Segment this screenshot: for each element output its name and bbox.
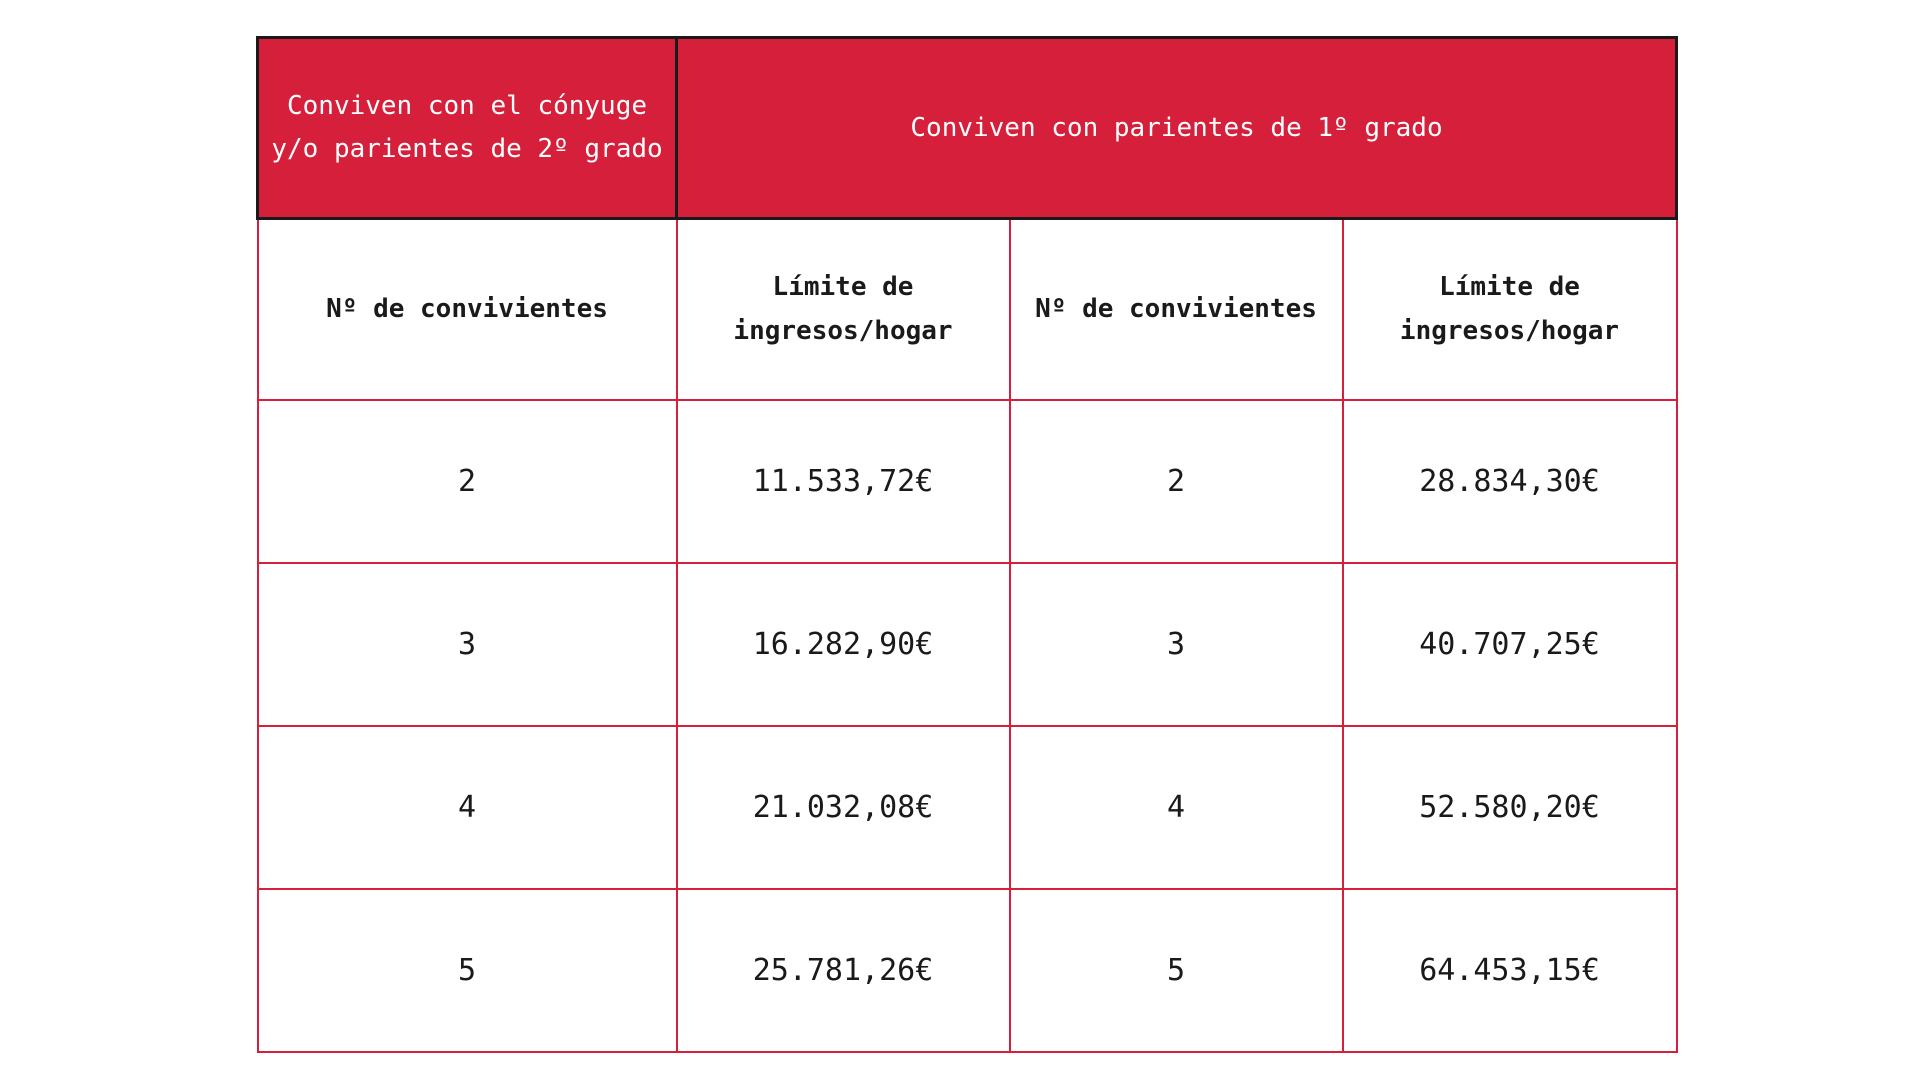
table-cell: 3 bbox=[1010, 563, 1343, 726]
column-header-row bbox=[258, 219, 1677, 400]
table-row bbox=[258, 400, 1677, 563]
column-header-income-limit-b: Límite de ingresos/hogar bbox=[1343, 219, 1677, 400]
column-header-income-limit-a: Límite de ingresos/hogar bbox=[677, 219, 1010, 400]
table-cell: 16.282,90€ bbox=[677, 563, 1010, 726]
table-cell: 28.834,30€ bbox=[1343, 400, 1677, 563]
column-header-cohabitants-b: Nº de convivientes bbox=[1010, 219, 1343, 400]
income-limits-table-container bbox=[256, 36, 1675, 1053]
table-cell: 3 bbox=[258, 563, 677, 726]
group-header-spouse-2nd-degree: Conviven con el cónyuge y/o parientes de 2º grado bbox=[258, 38, 677, 219]
income-limits-table bbox=[256, 36, 1678, 1053]
table-cell: 52.580,20€ bbox=[1343, 726, 1677, 889]
table-cell: 4 bbox=[1010, 726, 1343, 889]
table-cell: 40.707,25€ bbox=[1343, 563, 1677, 726]
group-header-row bbox=[258, 38, 1677, 219]
table-cell: 4 bbox=[258, 726, 677, 889]
table-cell: 5 bbox=[1010, 889, 1343, 1052]
table-cell: 2 bbox=[258, 400, 677, 563]
table-cell: 5 bbox=[258, 889, 677, 1052]
group-header-1st-degree: Conviven con parientes de 1º grado bbox=[677, 38, 1677, 219]
table-row bbox=[258, 889, 1677, 1052]
table-cell: 21.032,08€ bbox=[677, 726, 1010, 889]
table-row bbox=[258, 726, 1677, 889]
table-cell: 2 bbox=[1010, 400, 1343, 563]
table-cell: 64.453,15€ bbox=[1343, 889, 1677, 1052]
table-row bbox=[258, 563, 1677, 726]
table-cell: 11.533,72€ bbox=[677, 400, 1010, 563]
column-header-cohabitants-a: Nº de convivientes bbox=[258, 219, 677, 400]
table-cell: 25.781,26€ bbox=[677, 889, 1010, 1052]
